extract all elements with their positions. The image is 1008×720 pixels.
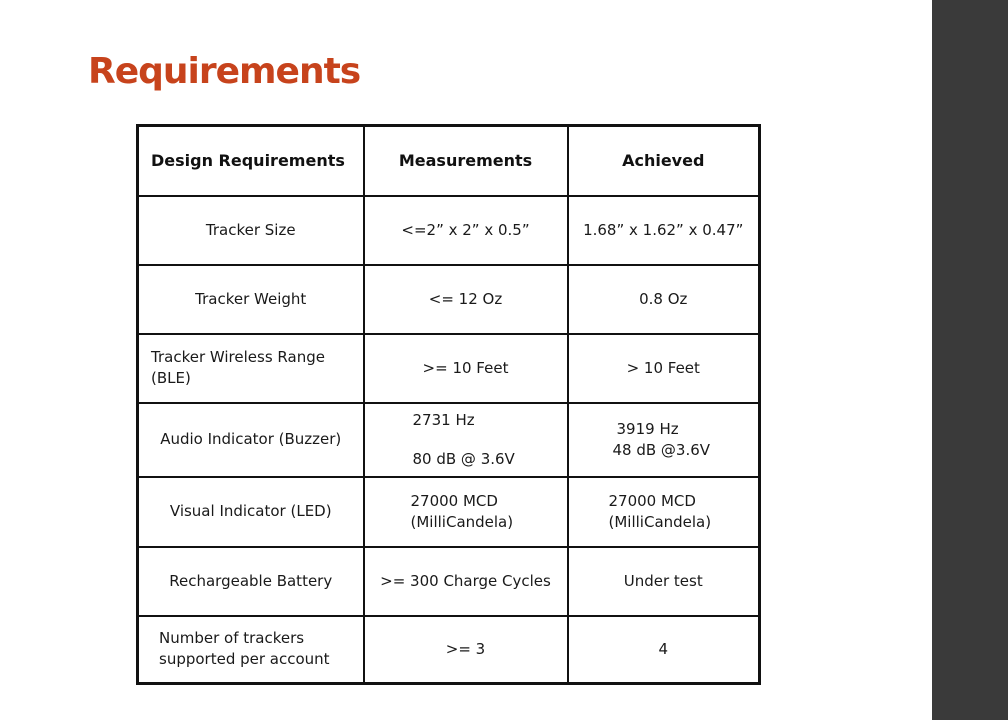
- table-row: [138, 547, 760, 616]
- requirement-cell: Visual Indicator (LED): [138, 477, 364, 547]
- page-title: Requirements: [88, 51, 361, 92]
- requirement-cell: Tracker Wireless Range (BLE): [138, 334, 364, 403]
- header-design-requirements: Design Requirements: [138, 126, 364, 196]
- achieved-cell: 3919 Hz 48 dB @3.6V: [568, 403, 760, 477]
- table-row: [138, 477, 760, 547]
- requirements-table: [136, 124, 761, 685]
- table-row: [138, 616, 760, 684]
- table-row: [138, 265, 760, 334]
- table-row: [138, 403, 760, 477]
- measurement-cell: 27000 MCD (MilliCandela): [364, 477, 568, 547]
- table-row: [138, 196, 760, 265]
- header-measurements: Measurements: [364, 126, 568, 196]
- achieved-cell: 1.68” x 1.62” x 0.47”: [568, 196, 760, 265]
- measurement-cell: <=2” x 2” x 0.5”: [364, 196, 568, 265]
- requirement-cell: Number of trackers supported per account: [138, 616, 364, 684]
- side-panel: [932, 0, 1008, 720]
- measurement-cell: 2731 Hz 80 dB @ 3.6V: [364, 403, 568, 477]
- measurement-cell: >= 3: [364, 616, 568, 684]
- table-row: [138, 334, 760, 403]
- table-header-row: [138, 126, 760, 196]
- measurement-cell: >= 10 Feet: [364, 334, 568, 403]
- achieved-cell: Under test: [568, 547, 760, 616]
- requirement-cell: Tracker Weight: [138, 265, 364, 334]
- achieved-cell: > 10 Feet: [568, 334, 760, 403]
- requirement-cell: Audio Indicator (Buzzer): [138, 403, 364, 477]
- header-achieved: Achieved: [568, 126, 760, 196]
- achieved-cell: 4: [568, 616, 760, 684]
- measurement-cell: >= 300 Charge Cycles: [364, 547, 568, 616]
- requirement-cell: Rechargeable Battery: [138, 547, 364, 616]
- measurement-cell: <= 12 Oz: [364, 265, 568, 334]
- achieved-cell: 0.8 Oz: [568, 265, 760, 334]
- requirement-cell: Tracker Size: [138, 196, 364, 265]
- achieved-cell: 27000 MCD (MilliCandela): [568, 477, 760, 547]
